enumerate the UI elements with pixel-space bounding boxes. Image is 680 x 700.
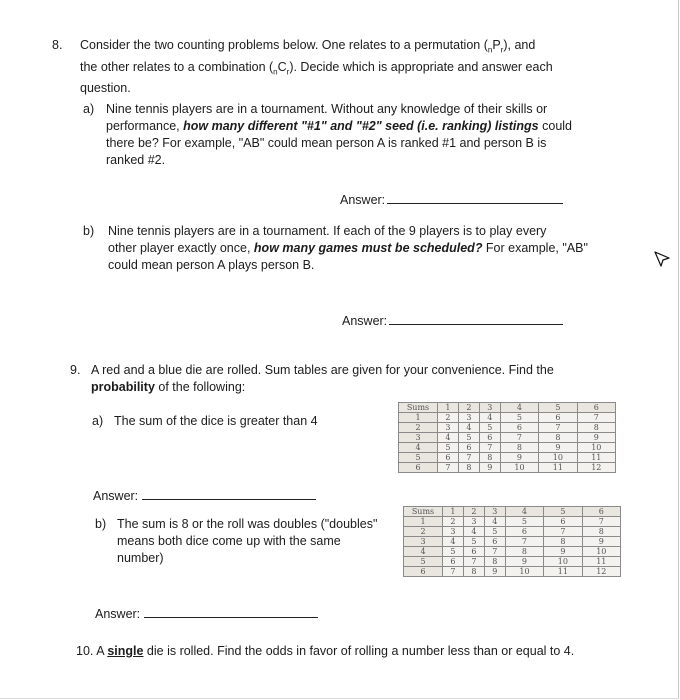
table-cell: 11: [539, 463, 577, 473]
table-row-header: 4: [399, 443, 438, 453]
table-column-header: 3: [484, 507, 505, 517]
table-row-header: 3: [399, 433, 438, 443]
table-cell: 5: [458, 433, 479, 443]
q9b-label: b): [95, 517, 107, 531]
table-cell: 7: [544, 527, 582, 537]
q8a-answer: Answer:: [340, 190, 563, 209]
table-row-header: 1: [404, 517, 443, 527]
table-cell: 4: [443, 537, 464, 547]
table-cell: 5: [500, 413, 538, 423]
q8-prompt: Consider the two counting problems below. One relates to a permutation $(_nP_r)$, and the other relates to a combination $(_nC_r)$. Decide which is appropriate and answer each question.: [80, 38, 553, 95]
table-cell: 10: [577, 443, 615, 453]
table-column-header: 3: [479, 403, 500, 413]
table-cell: 9: [500, 453, 538, 463]
q9b-text: The sum is 8 or the roll was doubles ("doubles" means both dice come up with the same number): [117, 517, 378, 565]
table-cell: 8: [479, 453, 500, 463]
table-cell: 6: [443, 557, 464, 567]
q8b-label: b): [83, 224, 95, 238]
table-cell: 7: [463, 557, 484, 567]
table-row-header: 5: [399, 453, 438, 463]
table-cell: 7: [484, 547, 505, 557]
table-cell: 5: [479, 423, 500, 433]
table-cell: 10: [544, 557, 582, 567]
table-cell: 6: [505, 527, 543, 537]
table-cell: 3: [438, 423, 459, 433]
q9a-text: The sum of the dice is greater than 4: [114, 414, 318, 428]
table-column-header: 6: [582, 507, 620, 517]
table-cell: 5: [484, 527, 505, 537]
table-row-header: 2: [399, 423, 438, 433]
q8b-answer: Answer:: [342, 311, 563, 330]
table-cell: 4: [463, 527, 484, 537]
table-column-header: 4: [500, 403, 538, 413]
q9a-answer-line[interactable]: [142, 486, 316, 500]
table-cell: 7: [500, 433, 538, 443]
table-cell: 4: [479, 413, 500, 423]
table-cell: 6: [544, 517, 582, 527]
table-cell: 11: [577, 453, 615, 463]
table-cell: 2: [443, 517, 464, 527]
table-cell: 8: [458, 463, 479, 473]
table-cell: 4: [484, 517, 505, 527]
table-cell: 10: [539, 453, 577, 463]
table-row: [399, 453, 616, 463]
table-column-header: 5: [539, 403, 577, 413]
table-row: [404, 557, 621, 567]
table-row: [399, 423, 616, 433]
table-cell: 8: [500, 443, 538, 453]
q9-prompt: A red and a blue die are rolled. Sum tables are given for your convenience. Find the probability of the following:: [91, 363, 554, 394]
table-column-header: 5: [544, 507, 582, 517]
table-cell: 4: [438, 433, 459, 443]
table-cell: 9: [582, 537, 620, 547]
table-cell: 7: [479, 443, 500, 453]
table-cell: 8: [484, 557, 505, 567]
table-cell: 3: [458, 413, 479, 423]
table-cell: 10: [582, 547, 620, 557]
table-cell: 9: [505, 557, 543, 567]
q8b-answer-line[interactable]: [389, 311, 563, 325]
table-row-header: 1: [399, 413, 438, 423]
table-row: [399, 413, 616, 423]
q9b-answer-line[interactable]: [144, 604, 318, 618]
table-cell: 7: [577, 413, 615, 423]
table-column-header: 1: [438, 403, 459, 413]
table-row: [404, 547, 621, 557]
table-column-header: 4: [505, 507, 543, 517]
table-row: [404, 567, 621, 577]
q9a-label: a): [92, 414, 104, 428]
q9-number: 9.: [70, 363, 81, 377]
table-cell: 7: [443, 567, 464, 577]
table-cell: 5: [443, 547, 464, 557]
table-row-header: 2: [404, 527, 443, 537]
table-cell: 7: [438, 463, 459, 473]
table-cell: 9: [479, 463, 500, 473]
mouse-cursor-icon: [654, 251, 670, 267]
table-column-header: 6: [577, 403, 615, 413]
table-corner-label: Sums: [399, 403, 438, 413]
table-cell: 6: [463, 547, 484, 557]
q8a-answer-line[interactable]: [387, 190, 563, 204]
table-cell: 6: [479, 433, 500, 443]
table-row-header: 6: [404, 567, 443, 577]
q8b-text: Nine tennis players are in a tournament. If each of the 9 players is to play every other player exactly once, how many games must be scheduled? For example, "AB" could mean person A plays person B.: [108, 224, 588, 272]
table-row: [399, 433, 616, 443]
q9a-answer: Answer:: [93, 486, 316, 505]
table-cell: 4: [458, 423, 479, 433]
table-cell: 10: [500, 463, 538, 473]
table-cell: 9: [544, 547, 582, 557]
table-cell: 7: [505, 537, 543, 547]
q8a-text: Nine tennis players are in a tournament. Without any knowledge of their skills or performance, how many different "#1" and "#2" seed (i.e. ranking) listings could there be? For example, "AB" could mean person A is ranked #1 and person B is ranked #2.: [106, 102, 572, 167]
table-cell: 6: [500, 423, 538, 433]
table-row-header: 6: [399, 463, 438, 473]
table-column-header: 1: [443, 507, 464, 517]
table-cell: 12: [577, 463, 615, 473]
table-cell: 6: [458, 443, 479, 453]
table-cell: 5: [463, 537, 484, 547]
table-cell: 6: [539, 413, 577, 423]
table-cell: 3: [463, 517, 484, 527]
table-cell: 5: [505, 517, 543, 527]
table-cell: 9: [539, 443, 577, 453]
q9b-answer: Answer:: [95, 604, 318, 623]
table-cell: 2: [438, 413, 459, 423]
sum-table-1: [398, 402, 616, 473]
table-row-header: 4: [404, 547, 443, 557]
table-cell: 10: [505, 567, 543, 577]
table-row-header: 3: [404, 537, 443, 547]
table-column-header: 2: [463, 507, 484, 517]
table-row: [399, 463, 616, 473]
table-row-header: 5: [404, 557, 443, 567]
sum-table-2: [403, 506, 621, 577]
table-cell: 8: [577, 423, 615, 433]
table-cell: 7: [539, 423, 577, 433]
table-cell: 8: [539, 433, 577, 443]
table-cell: 9: [484, 567, 505, 577]
q10-prompt: 10. A single die is rolled. Find the odds in favor of rolling a number less than or equal to 4.: [76, 644, 575, 658]
table-cell: 8: [463, 567, 484, 577]
table-cell: 5: [438, 443, 459, 453]
table-cell: 8: [505, 547, 543, 557]
q8-number: 8.: [52, 38, 63, 52]
q8a-label: a): [83, 102, 95, 116]
table-row: [404, 527, 621, 537]
table-cell: 8: [544, 537, 582, 547]
table-row: [404, 537, 621, 547]
table-cell: 11: [582, 557, 620, 567]
table-row: [404, 517, 621, 527]
table-cell: 7: [458, 453, 479, 463]
table-cell: 7: [582, 517, 620, 527]
q10-single-emphasis: single: [107, 644, 144, 658]
table-row: [399, 443, 616, 453]
table-cell: 11: [544, 567, 582, 577]
table-corner-label: Sums: [404, 507, 443, 517]
table-cell: 8: [582, 527, 620, 537]
table-cell: 6: [484, 537, 505, 547]
table-cell: 3: [443, 527, 464, 537]
table-cell: 9: [577, 433, 615, 443]
table-column-header: 2: [458, 403, 479, 413]
table-cell: 12: [582, 567, 620, 577]
table-cell: 6: [438, 453, 459, 463]
